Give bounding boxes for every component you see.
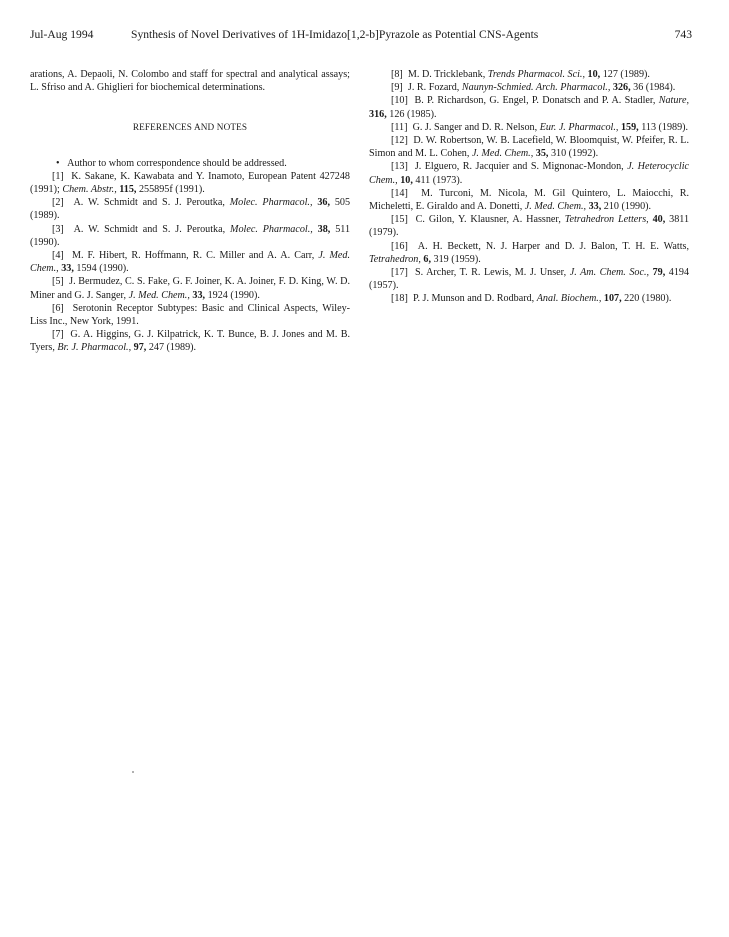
ref-authors: A. W. Schmidt and S. J. Peroutka, [73, 223, 231, 235]
ref-citation: 1924 (1990). [205, 289, 260, 301]
ref-volume: 10, [400, 174, 413, 186]
page-number: 743 [674, 28, 692, 41]
ref-journal: Trends Pharmacol. Sci., [487, 69, 585, 80]
ref-volume: 6, [423, 253, 431, 265]
ref-number: [9] [391, 82, 403, 94]
ref-citation: 310 (1992). [548, 148, 599, 160]
ref-citation: 127 (1989). [600, 69, 650, 80]
ref-citation: 1594 (1990). [73, 263, 129, 275]
ref-journal: Tetrahedron Letters, [564, 214, 649, 226]
ref-citation: 36 (1984). [630, 82, 676, 94]
ref-number: [11] [391, 121, 408, 133]
ref-number: [3] [52, 223, 64, 235]
ref-number: [7] [52, 329, 64, 341]
ref-authors: G. J. Sanger and D. R. Nelson, [412, 121, 540, 133]
ref-authors: G. A. Higgins, G. J. Kilpatrick, K. T. Bunce, B. J. Jones and M. B. Tyers, [30, 329, 350, 354]
ref-volume: 326, [612, 82, 631, 94]
reference-entry [30, 328, 350, 354]
ref-number: [16] [391, 240, 408, 252]
ref-authors: P. J. Munson and D. Rodbard, [412, 293, 537, 305]
ref-number: [5] [52, 276, 64, 288]
ref-number: [8] [391, 69, 403, 80]
ref-number: [18] [391, 293, 408, 305]
reference-entry [369, 68, 689, 81]
ref-number: [14] [391, 187, 408, 199]
ref-number: [1] [52, 170, 64, 182]
reference-entry [369, 213, 689, 239]
ref-volume: 33, [588, 201, 602, 213]
ref-journal: J. Med. Chem., [471, 148, 534, 160]
ref-journal: J. Med. Chem., [30, 250, 350, 275]
ref-citation: 113 (1989). [638, 121, 689, 133]
ref-journal: Nature, [658, 95, 689, 107]
ref-authors: A. W. Schmidt and S. J. Peroutka, [73, 197, 230, 209]
reference-entry [30, 196, 350, 222]
reference-entry [369, 160, 689, 186]
ref-authors: K. Sakane, K. Kawabata and Y. Inamoto, European Patent 427248 (1991); [30, 170, 350, 196]
running-header [30, 27, 692, 43]
ref-journal: Molec. Pharmacol., [230, 223, 313, 235]
ref-number: [17] [391, 267, 408, 279]
correspondence-note [30, 157, 350, 170]
ref-journal: J. Med. Chem., [128, 289, 190, 301]
reference-entry [30, 249, 350, 275]
reference-entry [369, 94, 689, 120]
ref-citation: 511 (1990). [30, 223, 351, 248]
correspondence-text: Author to whom correspondence should be addressed. [67, 157, 287, 169]
ref-volume: 35, [535, 148, 549, 160]
ref-citation: 255895f (1991). [136, 184, 205, 196]
ref-volume: 38, [317, 223, 331, 235]
ref-journal: J. Heterocyclic Chem., [369, 161, 690, 186]
ref-authors: S. Archer, T. R. Lewis, M. J. Unser, [414, 267, 570, 279]
reference-entry [369, 134, 689, 160]
ref-citation: 3811 (1979). [369, 214, 690, 239]
ref-volume: 115, [119, 184, 137, 196]
ref-volume: 33, [61, 263, 74, 275]
ref-journal: Molec. Pharmacol., [229, 197, 313, 209]
ref-authors: B. P. Richardson, G. Engel, P. Donatsch and P. A. Stadler, [414, 95, 659, 107]
ref-citation: 4194 (1957). [369, 267, 690, 292]
ref-authors: J. Bermudez, C. S. Fake, G. F. Joiner, K. A. Joiner, F. D. King, W. D. Miner and G. J. Sanger, [30, 276, 351, 301]
ref-journal: Br. J. Pharmacol., [57, 342, 132, 354]
ref-citation: 210 (1990). [601, 201, 652, 213]
ref-citation: 411 (1973). [412, 174, 463, 186]
ref-volume: 36, [317, 197, 330, 209]
ref-authors: J. R. Fozard, [407, 82, 462, 94]
ref-volume: 316, [369, 108, 387, 120]
ref-journal: J. Am. Chem. Soc., [569, 267, 650, 279]
ref-citation: 126 (1985). [386, 108, 437, 120]
ref-journal: Naunyn-Schmied. Arch. Pharmacol., [461, 82, 611, 94]
ref-volume: 33, [192, 289, 206, 301]
ref-number: [6] [52, 302, 64, 314]
ref-journal: J. Med. Chem., [524, 201, 587, 213]
ref-number: [10] [391, 95, 408, 107]
scan-speck [132, 771, 134, 773]
reference-entry [30, 223, 350, 249]
left-column [30, 68, 350, 355]
asterisk-bullet-icon: • [56, 157, 60, 169]
ref-authors: M. D. Tricklebank, [407, 69, 488, 80]
ref-number: [12] [391, 135, 408, 147]
ref-volume: 97, [133, 342, 147, 354]
reference-entry [369, 187, 689, 213]
reference-entry [30, 302, 350, 328]
section-heading: REFERENCES AND NOTES [132, 122, 248, 133]
acknowledgement-text: arations, A. Depaoli, N. Colombo and staff for spectral and analytical assays; L. Sfriso and A. Ghiglieri for biochemical determinations. [30, 69, 350, 94]
ref-number: [13] [391, 161, 408, 173]
reference-entry [369, 292, 689, 305]
ref-volume: 107, [603, 293, 622, 305]
ref-number: [15] [391, 214, 408, 226]
reference-entry [369, 81, 689, 94]
reference-entry [30, 275, 350, 301]
ref-authors: Serotonin Receptor Subtypes: Basic and Clinical Aspects, Wiley-Liss Inc., New York, 1991. [30, 302, 351, 328]
ref-authors: D. W. Robertson, W. B. Lacefield, W. Bloomquist, W. Pfeifer, R. L. Simon and M. L. Cohen, [369, 135, 690, 160]
ref-authors: C. Gilon, Y. Klausner, A. Hassner, [415, 214, 565, 226]
ref-journal: Anal. Biochem., [536, 293, 602, 305]
ref-citation: 220 (1980). [621, 293, 672, 305]
ref-citation: 319 (1959). [430, 253, 481, 265]
running-title: Synthesis of Novel Derivatives of 1H-Imidazo[1,2-b]Pyrazole as Potential CNS-Agents [131, 28, 539, 41]
ref-journal: Eur. J. Pharmacol., [539, 121, 619, 133]
ref-number: [4] [52, 250, 64, 262]
right-column [369, 68, 689, 306]
reference-entry [30, 170, 350, 196]
ref-authors: J. Elguero, R. Jacquier and S. Mignonac-Mondon, [414, 161, 628, 173]
reference-list-left [30, 170, 350, 355]
ref-authors: M. Turconi, M. Nicola, M. Gil Quintero, L. Maiocchi, R. Micheletti, E. Giraldo and A. Donetti, [369, 187, 689, 213]
ref-journal: Tetrahedron, [369, 253, 421, 265]
reference-entry [369, 240, 689, 266]
issue-date: Jul-Aug 1994 [30, 28, 94, 41]
ref-citation: 505 (1989). [30, 197, 351, 222]
ref-citation: 247 (1989). [146, 342, 197, 354]
ref-volume: 159, [620, 121, 639, 133]
ref-volume: 40, [652, 214, 666, 226]
ref-volume: 10, [587, 69, 601, 80]
ref-authors: A. H. Beckett, N. J. Harper and D. J. Balon, T. H. E. Watts, [417, 240, 689, 252]
ref-volume: 79, [652, 267, 666, 279]
ref-authors: M. F. Hibert, R. Hoffmann, R. C. Miller and A. A. Carr, [71, 250, 319, 262]
ref-number: [2] [52, 197, 64, 209]
reference-list-right [369, 68, 689, 306]
reference-entry [369, 121, 689, 134]
reference-entry [369, 266, 689, 292]
ref-journal: Chem. Abstr., [62, 184, 117, 196]
